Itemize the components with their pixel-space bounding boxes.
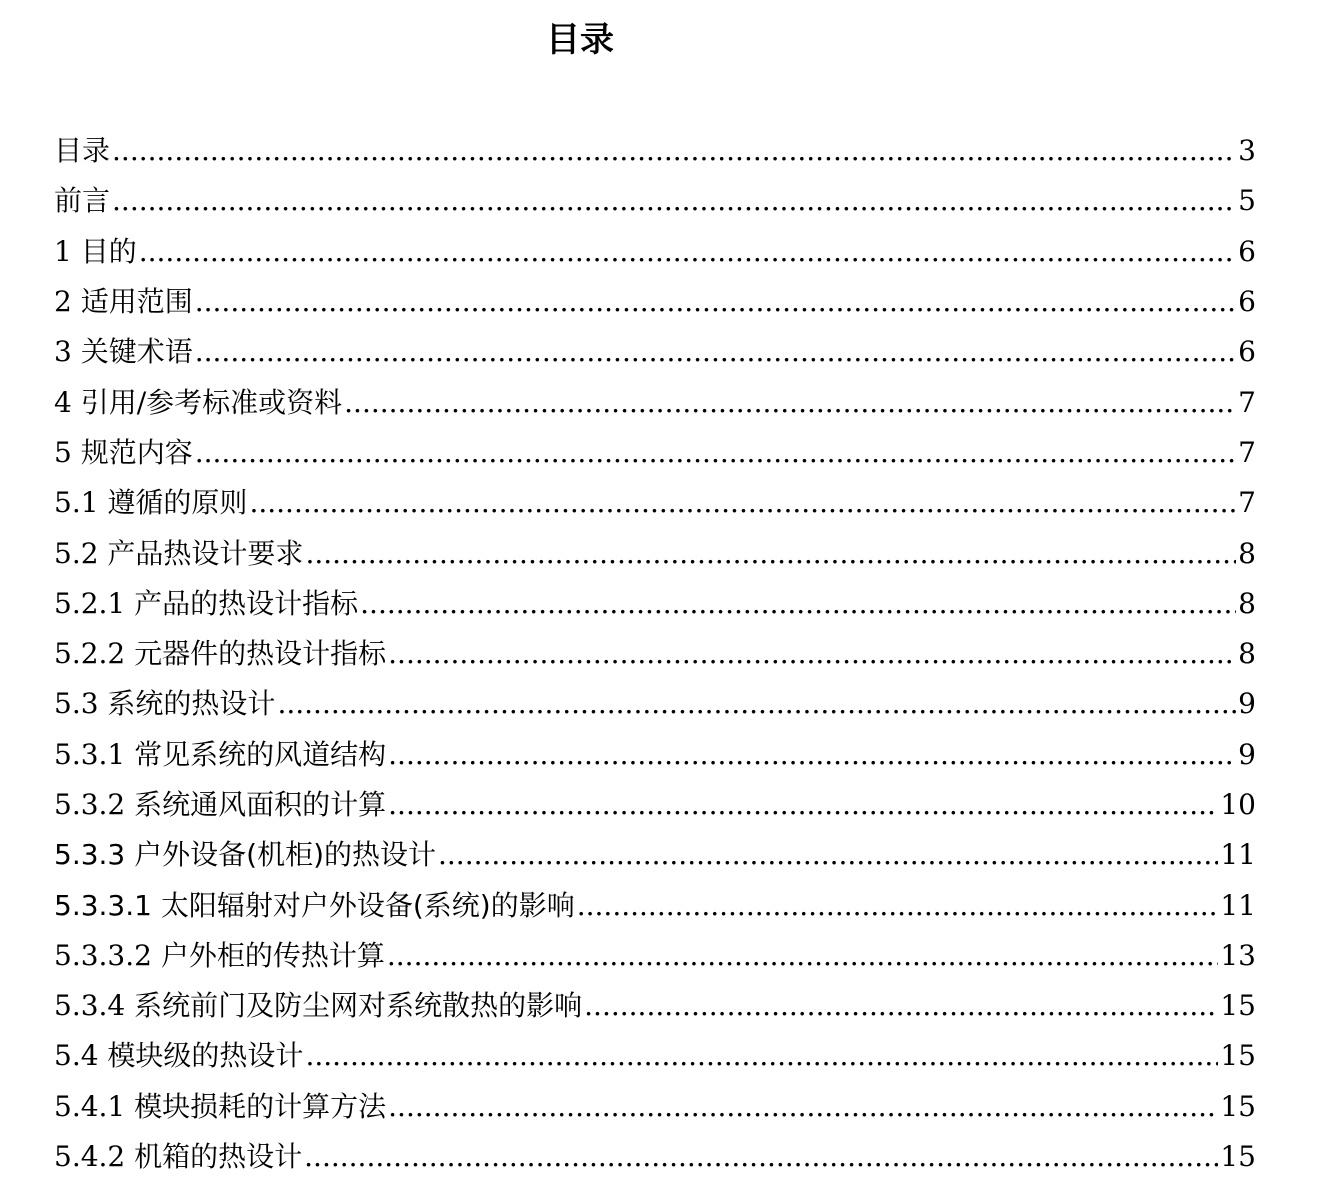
toc-entry[interactable]: [54, 277, 1256, 327]
toc-entry-label: 前言: [54, 184, 111, 218]
toc-entry-label: 5 规范内容: [54, 435, 193, 469]
toc-entry-label: 5.2.2 元器件的热设计指标: [54, 637, 387, 671]
toc-entry[interactable]: [54, 629, 1256, 679]
toc-entry-label: 5.3.2 系统通风面积的计算: [54, 788, 387, 821]
toc-dot-leader: [112, 176, 1236, 226]
toc-entry-label: 5.4.1 模块损耗的计算方法: [54, 1089, 387, 1123]
toc-entry-page: 6: [1238, 335, 1256, 369]
toc-entry-page: 15: [1220, 989, 1256, 1023]
toc-entry-page: 15: [1220, 1039, 1256, 1073]
toc-entry-label: 5.4 模块级的热设计: [54, 1039, 304, 1073]
toc-entry-page: 9: [1238, 687, 1256, 721]
toc-entry-page: 15: [1220, 1140, 1256, 1174]
toc-dot-leader: [195, 327, 1236, 377]
toc-entry-page: 11: [1220, 838, 1256, 872]
toc-dot-leader: [388, 629, 1236, 679]
toc-entry-page: 8: [1238, 586, 1256, 620]
page-title: 目录: [546, 20, 614, 60]
toc-entry-page: 11: [1220, 888, 1256, 922]
toc-entry-page: 9: [1238, 737, 1256, 771]
toc-entry[interactable]: [54, 1031, 1256, 1081]
toc-dot-leader: [304, 1132, 1218, 1182]
toc-entry-label: 3 关键术语: [54, 335, 193, 369]
toc-entry[interactable]: [54, 1082, 1256, 1132]
toc-dot-leader: [249, 478, 1236, 528]
toc-dot-leader: [195, 277, 1236, 327]
toc-list: [54, 126, 1256, 1182]
toc-entry-page: 7: [1238, 486, 1256, 520]
toc-entry-page: 3: [1238, 134, 1256, 168]
toc-dot-leader: [388, 1082, 1218, 1132]
toc-entry[interactable]: [54, 981, 1256, 1031]
toc-entry-page: 13: [1220, 938, 1256, 972]
toc-entry[interactable]: [54, 478, 1256, 528]
toc-entry-label: 5.3.3.2 户外柜的传热计算: [54, 938, 385, 972]
toc-entry[interactable]: [54, 730, 1256, 780]
toc-entry-label: 4 引用/参考标准或资料: [54, 385, 343, 419]
toc-dot-leader: [388, 780, 1218, 830]
toc-entry-label: 5.3.3 户外设备(机柜)的热设计: [54, 838, 436, 872]
toc-entry-page: 10: [1220, 788, 1256, 821]
toc-entry-label: 5.4.2 机箱的热设计: [54, 1140, 303, 1174]
toc-entry-label: 5.3.1 常见系统的风道结构: [54, 737, 387, 771]
toc-entry-label: 5.3 系统的热设计: [54, 687, 276, 721]
toc-entry-label: 1 目的: [54, 234, 137, 268]
toc-dot-leader: [577, 881, 1219, 931]
toc-dot-leader: [305, 1031, 1218, 1081]
toc-entry-label: 目录: [54, 134, 111, 168]
toc-dot-leader: [344, 378, 1236, 428]
toc-entry-page: 6: [1238, 285, 1256, 319]
toc-dot-leader: [305, 529, 1236, 579]
toc-entry[interactable]: [54, 931, 1256, 981]
toc-entry[interactable]: [54, 830, 1256, 880]
toc-entry[interactable]: [54, 579, 1256, 629]
toc-entry-page: 7: [1238, 435, 1256, 469]
toc-dot-leader: [438, 830, 1218, 880]
toc-entry-label: 5.3.4 系统前门及防尘网对系统散热的影响: [54, 989, 583, 1023]
toc-entry[interactable]: [54, 126, 1256, 176]
toc-dot-leader: [195, 428, 1236, 478]
toc-entry-label: 5.1 遵循的原则: [54, 486, 248, 520]
toc-entry[interactable]: [54, 880, 1256, 930]
toc-entry-label: 5.2.1 产品的热设计指标: [54, 586, 359, 620]
toc-dot-leader: [584, 981, 1218, 1031]
toc-entry-page: 8: [1238, 536, 1256, 570]
toc-entry[interactable]: [54, 227, 1256, 277]
toc-entry[interactable]: [54, 327, 1256, 377]
toc-entry-page: 5: [1238, 184, 1256, 218]
toc-dot-leader: [360, 579, 1236, 629]
toc-entry[interactable]: [54, 176, 1256, 226]
toc-dot-leader: [277, 679, 1236, 729]
toc-entry[interactable]: [54, 780, 1256, 830]
toc-dot-leader: [387, 931, 1218, 981]
toc-entry-page: 6: [1238, 234, 1256, 268]
toc-dot-leader: [139, 227, 1236, 277]
toc-entry-page: 15: [1220, 1089, 1256, 1123]
toc-entry-label: 2 适用范围: [54, 285, 193, 319]
toc-entry[interactable]: [54, 679, 1256, 729]
toc-entry[interactable]: [54, 428, 1256, 478]
toc-entry-page: 7: [1238, 385, 1256, 419]
toc-dot-leader: [388, 730, 1236, 780]
toc-entry-label: 5.2 产品热设计要求: [54, 536, 304, 570]
toc-entry-page: 8: [1238, 637, 1256, 671]
toc-entry[interactable]: [54, 377, 1256, 427]
toc-entry[interactable]: [54, 1132, 1256, 1182]
toc-dot-leader: [112, 126, 1236, 176]
toc-entry[interactable]: [54, 528, 1256, 578]
toc-entry-label: 5.3.3.1 太阳辐射对户外设备(系统)的影响: [54, 888, 575, 922]
